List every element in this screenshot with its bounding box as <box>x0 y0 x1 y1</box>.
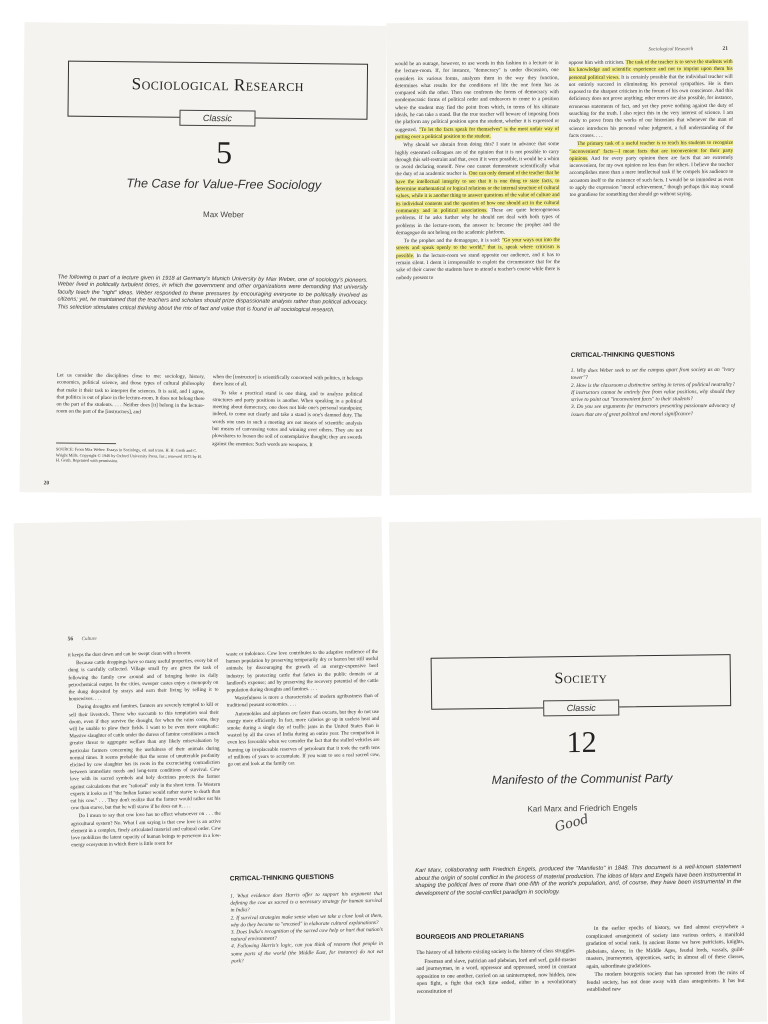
highlighted-text: The primary task of a useful teacher is to teach his students to recognize "inconvenient" facts—I mean facts that are inconvenient for their party opinions. <box>569 140 734 162</box>
body-text: oppose him with criticism. <box>568 59 625 66</box>
page-56 <box>14 517 391 1024</box>
body-paragraph: Automobiles and airplanes are faster than oxcarts, but they do not use energy more efficiently. In fact, more calories go up in useless heat and smoke during a single day of traffic jams in the United States than is wasted by all the cows of India during an entire year. The comparison is even less favorable when we consider the fact that the stalled vehicles are burning up irreplaceable reserves of petroleum that it took the earth tens of millions of years to accumulate. If you want to see a real sacred cow, go out and look at the family car. <box>227 708 380 768</box>
reading-author: Karl Marx and Friedrich Engels <box>527 803 638 814</box>
page-number: 21 <box>722 45 729 52</box>
question-2: 2. If survival strategies make sense when we take a close look at them, why do they become so "encased" in elaborate cultural explanations? <box>230 912 383 929</box>
body-text: In the lecture-room we stand opposite our audience, and it has to remain silent. I deem it irresponsible to exploit the circumstance that for the sake of their career the students have to attend a teacher's course while there is nobody present to <box>396 251 561 281</box>
section-heading: Society <box>554 669 608 688</box>
reading-number: 5 <box>215 134 233 171</box>
body-column-1 <box>56 372 205 438</box>
body-paragraph: Because cattle droppings have so many useful properties, every bit of dung is carefully collected. Village small fry are given the task of following the family cow around and of bringing home its daily petrochemical output. In the cities, sweeper castes enjoy a monopoly on the dung deposited by strays and earn their living by selling it to housewives. . . . <box>68 657 219 703</box>
handwritten-note: Good <box>553 811 591 836</box>
reading-title: The Case for Value-Free Sociology <box>126 176 322 193</box>
critical-thinking-questions <box>230 891 384 1022</box>
body-text: To the prophet and the demagogue, it is said: <box>403 237 501 245</box>
body-paragraph: In the earlier epochs of history, we find almost everywhere a complicated arrangement of society into various orders, a manifold gradation of social rank. In ancient Rome we have patricians, knights, plebeians, slaves; in the Middle Ages, feudal lords, vassals, guild-masters, journeymen, apprentices, serfs; in almost all of these classes, again, subordinate gradations. <box>585 923 745 970</box>
reading-intro: The following is part of a lecture given in 1918 at Germany's Munich University by Max Weber, one of sociology's pioneers. Weber lived in politically turbulent times, in which the government and other organizations were demanding that university faculty teach the "right" ideas. Weber responded to these pressures by encouraging everyone to be politically involved as citizens; yet, he maintained that the teachers and scholars should prize dispassionate analysis rather than political advocacy. This selection stimulates critical thinking about the mix of fact and value that is found in all sociological research. <box>57 274 368 314</box>
body-text: And for every party opinion there are facts that are extremely inconvenient, for my own opinion no less than for others. I believe the teacher accomplishes more than a mere intellectual task if he compels his audience to accustom itself to the existence of such facts. I would be so immodest as even to apply the expression "moral achievement," though perhaps this may sound too grandiose for something that should go without saying. <box>569 154 734 199</box>
highlighted-text: "To let the facts speak for themselves" is the most unfair way of putting over a political position to the student. <box>395 125 560 141</box>
classic-tag: Classic <box>543 699 619 716</box>
page-20 <box>20 22 387 496</box>
body-paragraph: The history of all hitherto existing society is the history of class struggles. <box>416 948 576 956</box>
highlighted-text: The task of the teacher is to serve the students with his knowledge and scientific experience and not to imprint upon them his personal political views. <box>568 58 733 81</box>
critical-thinking-heading: CRITICAL-THINKING QUESTIONS <box>570 351 675 359</box>
highlighted-text: One can only demand of the teacher that he have the intellectual integrity to see that it is one thing to state facts, to determine mathematical or logical relations or the internal structure of cultural values, while it is another thing to answer questions of the value of culture and its individual contents and the question of how one should act in the cultural community and in political associations. <box>395 170 560 215</box>
body-paragraph: During droughts and famines, farmers are severely tempted to kill or sell their livestock. Those who succumb to this temptation seal their doom, even if they survive the drought, for when the rains come, they will be unable to plow their fields. I want to be even more emphatic: Massive slaughter of cattle under the duress of famine constitutes a much greater threat to aggregate welfare than any likely misevaluation by particular farmers concerning the usefulness of their animals during normal times. It seems probable that the sense of unutterable profanity elicited by cow slaughter has its roots in the excruciating contradiction between immediate needs and long-term conditions of survival. Cow love with its sacred symbols and holy doctrines protects the farmer against calculations that are "rational" only in the short term. To Western experts it looks as if "the Indian farmer would rather starve to death than eat his cow." . . . They don't realize that the farmer would rather eat his cow than starve, but that he will starve if he does eat it. . . . <box>68 702 221 812</box>
question-3: 3. Does India's recognition of the sacred cow help or hurt that nation's natural environment? <box>230 926 383 943</box>
classic-tag: Classic <box>179 110 255 127</box>
section-subheading: BOURGEOIS AND PROLETARIANS <box>415 932 525 941</box>
body-column-2 <box>586 924 745 1024</box>
page-number: 56 <box>67 636 74 643</box>
body-column-1 <box>68 650 225 1024</box>
body-paragraph: To take a practical stand is one thing, and to analyze political structures and party positions is another. When speaking in a political meeting about democracy, one does not hide one's personal standpoint; indeed, to come out clearly and take a stand is one's damned duty. The words one uses in such a meeting are not means of scientific analysis but means of canvassing votes and winning over others. They are not plowshares to loosen the soil of contemplative thought; they are swords against the enemies: Such words are weapons. It <box>212 389 363 448</box>
body-paragraph: Wastefulness is more a characteristic of modern agribusiness than of traditional peasant economies. . . . <box>226 693 379 709</box>
source-note: SOURCE: From Max Weber: Essays in Sociology, ed. and trans. H. H. Gerth and C. Wright Mills. Copyright © 1946 by Oxford University Press, Inc.; renewed 1973 by H. H. Gerth. Reprinted with permission. <box>55 446 202 464</box>
body-paragraph: Freeman and slave, patrician and plebeian, lord and serf, guild-master and journeyman, in a word, oppressor and oppressed, stood in constant opposition to one another, carried on an uninterrupted, now hidden, now open fight, a fight that each time ended, either in a revolutionary reconstitution of <box>416 956 577 995</box>
section-heading: Sociological Research <box>131 74 305 96</box>
body-text: These are quite heterogeneous problems. If he asks further why he should not deal with both types of problems in the lecture-room, the answer is: because the prophet and the demagogue do not belong on the academic platform. <box>395 207 560 237</box>
question-2: 2. How is the classroom a distinctive setting in terms of political neutrality? If instructors cannot be entirely free from value positions, why should they strive to point out "inconvenient facts" to their students? <box>570 381 735 404</box>
question-3: 3. Do you see arguments for instructors presenting passionate advocacy of issues that are of great political and moral significance? <box>571 403 736 418</box>
body-paragraph: Let us consider the disciplines close to me: sociology, history, economics, political science, and those types of cultural philosophy that make it their task to interpret the sciences. It is said, and I agree, that politics is out of place in the lecture-room. It does not belong there on the part of the students. . . . Neither does [it] belong in the lecture-room on the part of the [instructors], and <box>56 372 205 416</box>
reading-author: Max Weber <box>203 209 244 220</box>
body-paragraph: when the [instructor] is scientifically concerned with politics, it belongs there least of all. <box>212 374 363 388</box>
page-number: 20 <box>43 480 50 487</box>
body-paragraph: Do I mean to say that cow love has no effect whatsoever on . . . the agricultural system? No. What I am saying is that cow love is an active element in a complex, finely articulated material and cultural order. Cow love mobilizes the latent capacity of human beings to persevere in a low-energy ecosystem in which there is little room for <box>70 811 222 849</box>
question-1: 1. Why does Weber seek to set the campus apart from society as an "ivory tower"? <box>570 366 735 382</box>
body-text: It is certainly possible that the individual teacher will not entirely succeed in eliminating his personal sympathies. He is then exposed to the sharpest criticism in the forum of his own conscience. And this deficiency does not prove anything; other errors are also possible, for instance, erroneous statements of fact, and yet they prove nothing against the duty of searching for the truth. I also reject this in the very interest of science. I am ready to prove from the works of our historians that whenever the man of science introduces his personal value judgment, a full understanding of the facts ceases. . . . <box>568 73 734 139</box>
critical-thinking-questions <box>571 367 736 478</box>
body-text: Why should we abstain from doing this? I state in advance that some highly esteemed colleagues are of the opinion that it is not possible to carry through this self-restraint and that, even if it were possible, it would be a whim to avoid declaring oneself. Now one cannot demonstrate scientifically what the duty of an academic teacher is. <box>395 141 560 178</box>
body-column-2 <box>569 59 735 344</box>
body-column-1 <box>395 60 562 481</box>
body-paragraph: waste or indolence. Cow love contributes to the adaptive resilience of the human population by preserving temporarily dry or barren but still useful animals; by discouraging the growth of an energy-expensive beef industry; by protecting cattle that fatten in the public domain or at landlord's expense; and by preserving the recovery potential of the cattle population during droughts and famines. . . . <box>225 648 379 694</box>
body-column-2 <box>226 649 382 870</box>
reading-title: Manifesto of the Communist Party <box>491 770 673 788</box>
running-head: Sociological Research <box>648 47 694 53</box>
question-1: 1. What evidence does Harris offer to support his argument that defining the cow as sacred is a necessary strategy for human survival in India? <box>230 890 383 914</box>
critical-thinking-heading: CRITICAL-THINKING QUESTIONS <box>229 873 334 883</box>
body-paragraph: The modern bourgeois society that has sprouted from the ruins of feudal society, has not done away with class antagonisms. It has but established new <box>586 969 745 993</box>
source-rule <box>56 442 116 444</box>
page-marx-manifesto <box>389 518 767 1024</box>
body-column-2 <box>212 374 363 488</box>
highlighted-text: "Go your ways out into the streets and speak openly to the world," that is, speak where criticism is possible. <box>395 237 560 259</box>
body-paragraph: it keeps the dust down and can be swept clean with a broom. <box>67 650 192 659</box>
reading-intro: Karl Marx, collaborating with Friedrich Engels, produced the "Manifesto" in 1848. This document is a well-known statement about the origin of social conflict in the process of material production. The ideas of Marx and Engels have been instrumental in shaping the political lives of more than one-fifth of the world's population, and, of course, they have been instrumental in the development of the social-conflict paradigm in sociology. <box>415 864 742 897</box>
reading-number: 12 <box>566 725 597 760</box>
question-4: 4. Following Harris's logic, can you think of reasons that people in some parts of the world (the Middle East, for instance) do not eat pork? <box>231 941 384 965</box>
running-head: Culture <box>81 636 97 643</box>
page-21 <box>386 21 751 496</box>
body-column-1 <box>416 948 577 1024</box>
body-text: would be an outrage, however, to use words in this fashion in a lecture or in the lecture-room. If, for instance, "democracy" is under discussion, one considers its various forms, analyzes them in the way they function, determines what results for the conditions of life the one form has as compared with the other. Then one confronts the forms of democracy with nondemocratic forms of political order and endeavors to come to a position where the student may find the point from which, in terms of his ultimate ideals, he can take a stand. But the true teacher will beware of imposing from the platform any political position upon the student, whether it is expressed or suggested. <box>394 60 560 133</box>
